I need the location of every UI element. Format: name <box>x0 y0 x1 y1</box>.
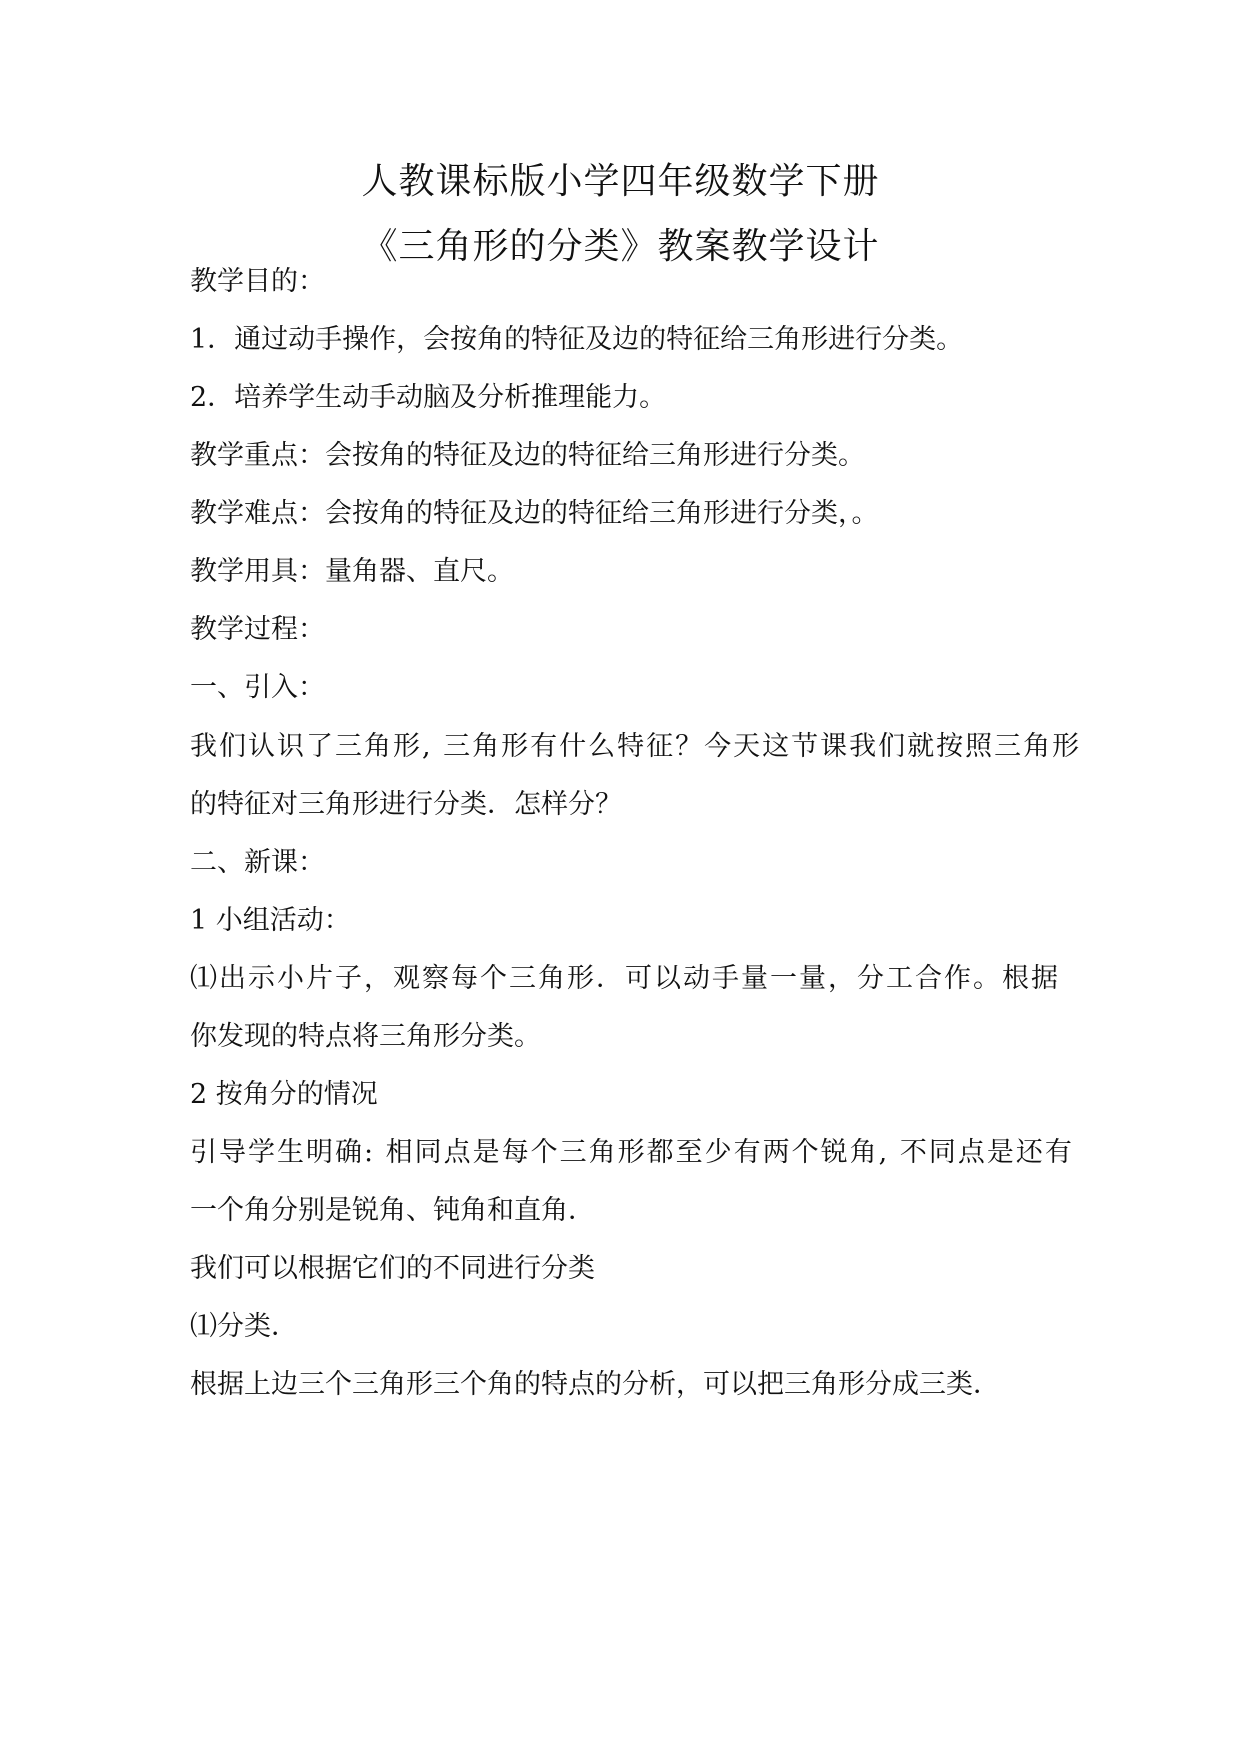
difficult-point: 教学难点：会按角的特征及边的特征给三角形进行分类，。 <box>190 498 879 529</box>
title-line-1: 人教课标版小学四年级数学下册 <box>361 161 880 202</box>
heading-process: 教学过程： <box>190 614 325 645</box>
activity-paragraph-line-2: 你发现的特点将三角形分类。 <box>190 1021 541 1052</box>
classification-heading: ⑴分类． <box>190 1311 298 1342</box>
teaching-tools: 教学用具：量角器、直尺。 <box>190 556 514 587</box>
by-angle-heading: 2 按角分的情况 <box>190 1079 378 1110</box>
group-activity-heading: 1 小组活动： <box>190 905 351 936</box>
intro-paragraph-line-1: 我们认识了三角形, 三角形有什么特征？今天这节课我们就按照三角形 <box>190 731 1082 762</box>
title-line-2: 《三角形的分类》教案教学设计 <box>361 226 880 267</box>
section-intro: 一、引入： <box>190 672 325 703</box>
classify-by-difference: 我们可以根据它们的不同进行分类 <box>190 1253 595 1284</box>
objective-2: 2．培养学生动手动脑及分析推理能力。 <box>190 382 667 413</box>
key-point: 教学重点：会按角的特征及边的特征给三角形进行分类。 <box>190 440 865 471</box>
objective-1: 1．通过动手操作，会按角的特征及边的特征给三角形进行分类。 <box>190 324 964 355</box>
classification-paragraph: 根据上边三个三角形三个角的特点的分析，可以把三角形分成三类． <box>190 1369 1000 1400</box>
activity-paragraph-line-1: ⑴出示小片子，观察每个三角形．可以动手量一量，分工合作。根据 <box>190 963 1060 994</box>
intro-paragraph-line-2: 的特征对三角形进行分类．怎样分？ <box>190 789 622 820</box>
section-new-lesson: 二、新课： <box>190 847 325 878</box>
guide-paragraph-line-1: 引导学生明确: 相同点是每个三角形都至少有两个锐角, 不同点是还有 <box>190 1137 1074 1168</box>
heading-objectives: 教学目的： <box>190 266 325 297</box>
guide-paragraph-line-2: 一个角分别是锐角、钝角和直角． <box>190 1195 595 1226</box>
